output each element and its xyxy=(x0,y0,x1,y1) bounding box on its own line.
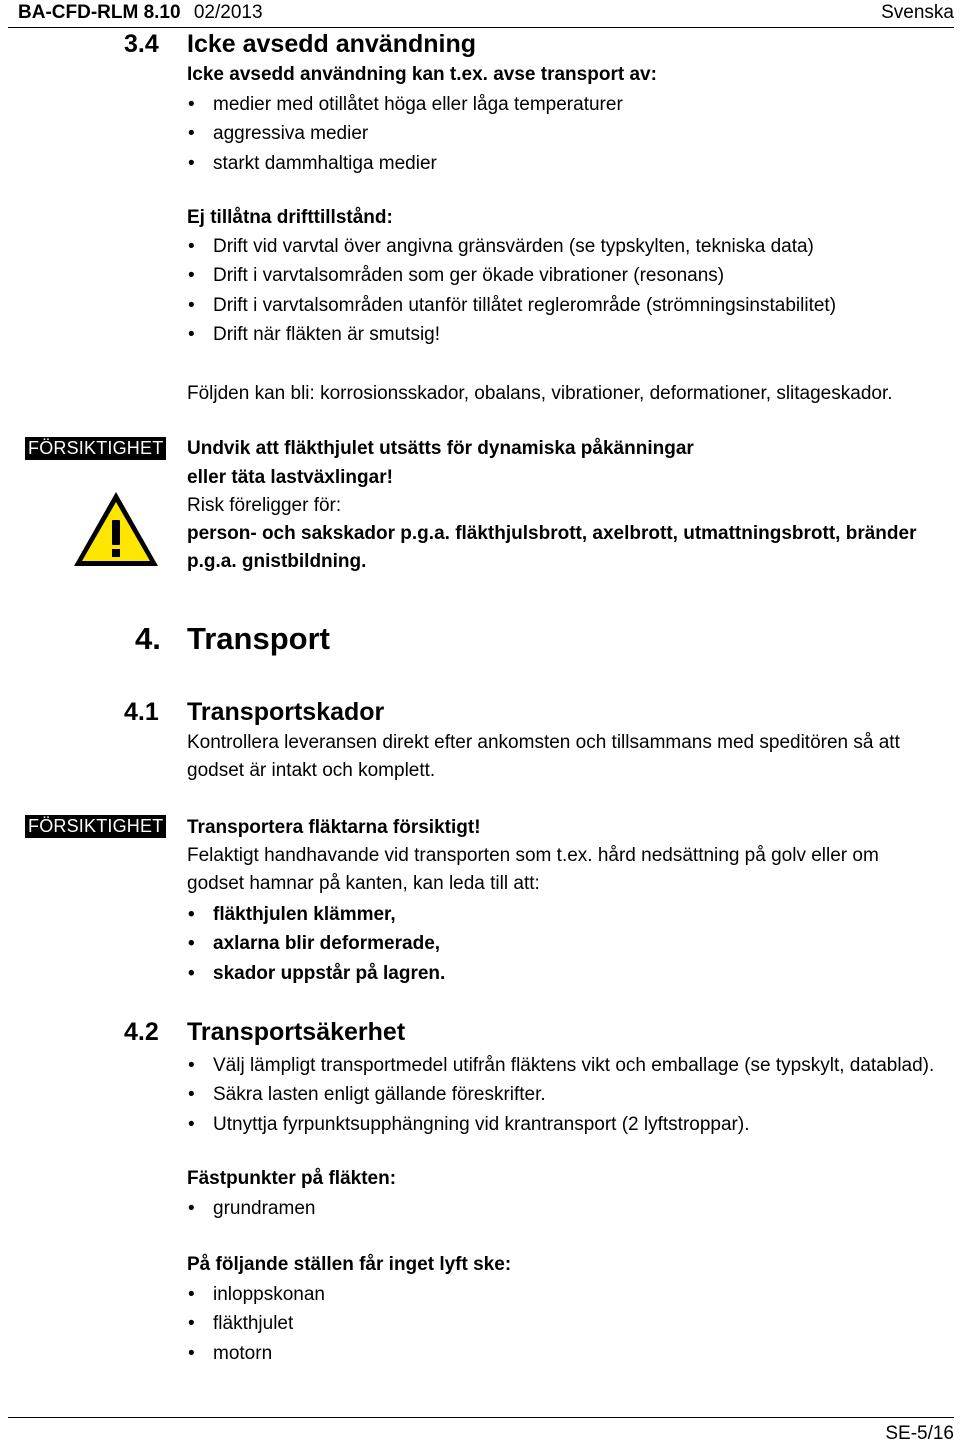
caution-warning-line-1: Undvik att fläkthjulet utsätts för dynamiska påkänningar xyxy=(187,438,694,459)
transport-warning-line-1: Felaktigt handhavande vid transporten som t.ex. hård nedsättning på golv eller om xyxy=(187,845,879,866)
no-lift-list xyxy=(187,1280,325,1368)
list-item: • Drift vid varvtal över angivna gränsvärden (se typskylten, tekniska data) xyxy=(187,232,836,261)
list-item: • fläkthjulen klämmer, xyxy=(187,900,445,929)
section-3-4-intro: Icke avsedd användning kan t.ex. avse transport av: xyxy=(187,64,657,85)
list-item: • starkt dammhaltiga medier xyxy=(187,149,623,178)
section-3-4-number: 3.4 xyxy=(124,30,159,58)
prohibited-conditions-title: Ej tillåtna drifttillstånd: xyxy=(187,207,393,228)
section-3-4-title: Icke avsedd användning xyxy=(187,30,476,58)
header-language: Svenska xyxy=(881,2,954,23)
list-item: • grundramen xyxy=(187,1194,315,1223)
list-item: • Drift i varvtalsområden utanför tillåtet reglerområde (strömningsinstabilitet) xyxy=(187,291,836,320)
no-lift-title: På följande ställen får inget lyft ske: xyxy=(187,1254,512,1275)
transport-safety-list xyxy=(187,1051,934,1139)
risk-line-1: person- och sakskador p.g.a. fläkthjulsbrott, axelbrott, utmattningsbrott, bränder xyxy=(187,523,917,544)
list-item: • Utnyttja fyrpunktsupphängning vid krantransport (2 lyftstroppar). xyxy=(187,1110,934,1139)
list-item: • skador uppstår på lagren. xyxy=(187,959,445,988)
footer-divider xyxy=(8,1417,954,1418)
risk-line-2: p.g.a. gnistbildning. xyxy=(187,551,367,572)
list-item: • medier med otillåtet höga eller låga temperaturer xyxy=(187,90,623,119)
chapter-4-number: 4. xyxy=(135,621,161,656)
section-4-1-title: Transportskador xyxy=(187,698,385,726)
section-4-1-number: 4.1 xyxy=(124,698,159,726)
list-item: • aggressiva medier xyxy=(187,119,623,148)
consequence-text: Följden kan bli: korrosionsskador, obalans, vibrationer, deformationer, slitageskador. xyxy=(187,383,893,404)
fastening-points-list xyxy=(187,1194,315,1223)
list-item: • Välj lämpligt transportmedel utifrån fläktens vikt och emballage (se typskylt, datablad). xyxy=(187,1051,934,1080)
list-item: • fläkthjulet xyxy=(187,1309,325,1338)
transport-warning-title: Transportera fläktarna försiktigt! xyxy=(187,817,481,838)
fastening-points-title: Fästpunkter på fläkten: xyxy=(187,1168,397,1189)
doc-code: BA-CFD-RLM 8.10 xyxy=(18,2,181,23)
warning-triangle-icon xyxy=(70,488,162,570)
doc-date: 02/2013 xyxy=(193,2,263,23)
page-number: SE-5/16 xyxy=(885,1423,954,1444)
list-item: • Säkra lasten enligt gällande föreskrifter. xyxy=(187,1080,934,1109)
list-item: • Drift i varvtalsområden som ger ökade vibrationer (resonans) xyxy=(187,261,836,290)
not-intended-list xyxy=(187,90,623,178)
header-doc-info xyxy=(18,2,263,24)
section-4-1-para-line-2: godset är intakt och komplett. xyxy=(187,760,436,781)
caution-badge: FÖRSIKTIGHET xyxy=(25,437,166,460)
list-item: • motorn xyxy=(187,1339,325,1368)
section-4-2-title: Transportsäkerhet xyxy=(187,1018,406,1046)
section-4-1-para-line-1: Kontrollera leveransen direkt efter ankomsten och tillsammans med speditören så att xyxy=(187,732,900,753)
section-4-2-number: 4.2 xyxy=(124,1018,159,1046)
transport-warning-line-2: godset hamnar på kanten, kan leda till att: xyxy=(187,873,540,894)
list-item: • inloppskonan xyxy=(187,1280,325,1309)
caution-badge: FÖRSIKTIGHET xyxy=(25,815,166,838)
risk-title: Risk föreligger för: xyxy=(187,495,342,516)
chapter-4-title: Transport xyxy=(187,621,330,656)
list-item: • axlarna blir deformerade, xyxy=(187,929,445,958)
prohibited-conditions-list xyxy=(187,232,836,350)
header-divider xyxy=(8,27,954,28)
caution-warning-line-2: eller täta lastväxlingar! xyxy=(187,467,393,488)
damage-list xyxy=(187,900,445,988)
list-item: • Drift när fläkten är smutsig! xyxy=(187,320,836,349)
